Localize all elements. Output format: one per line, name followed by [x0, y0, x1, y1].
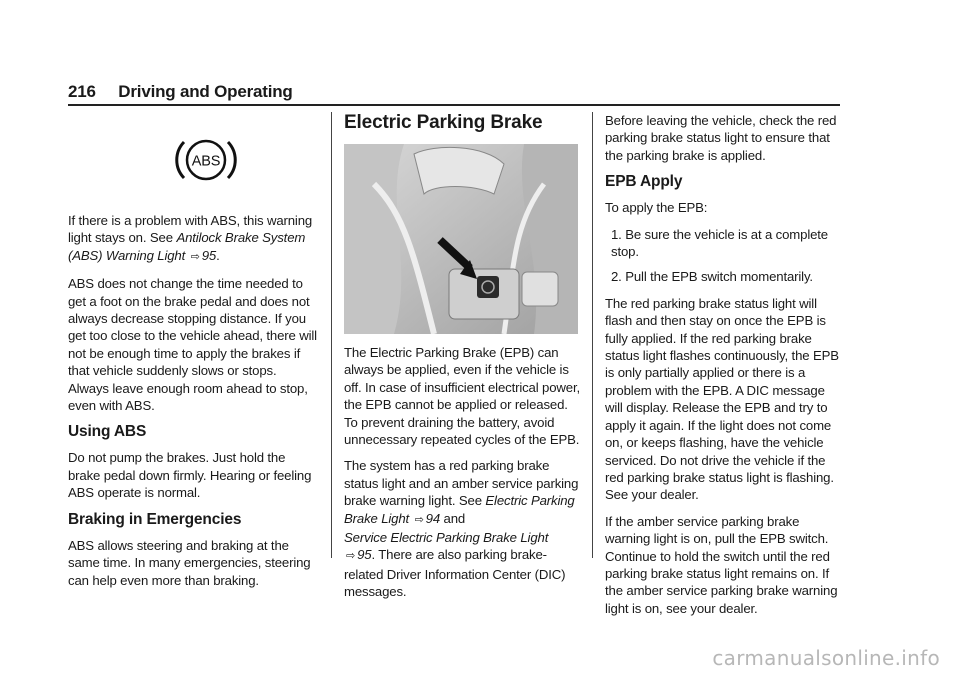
xref-page[interactable]: 94 — [425, 510, 441, 526]
epb-paragraph-5: If the amber service parking brake warning light is on, pull the EPB switch. Continue to hold the switch until the red parking brake status light remains on. If the amber service parking brake warning light is on, see your dealer. — [605, 513, 838, 616]
xref-epb-light[interactable]: Electric Parking Brake Light — [344, 493, 575, 526]
epb-apply-intro: To apply the EPB: — [605, 200, 708, 216]
column-divider — [592, 112, 593, 558]
heading-using-abs: Using ABS — [68, 423, 147, 441]
epb-paragraph-4: The red parking brake status light will flash and then stay on once the EPB is fully applied. If the red parking brake status light flashes continuously, the EPB is only partially applied or there is a problem with the EPB. A DIC message will display. Release the EPB and try to apply it again. If the light does not come on, or keeps flashing, have the vehicle serviced. Do not drive the vehicle if the red parking brake status light is flashing. See your dealer. — [605, 295, 839, 503]
column-divider — [331, 112, 332, 558]
abs-icon-label: ABS — [191, 153, 221, 170]
section-heading-epb: Electric Parking Brake — [344, 112, 543, 133]
header-rule — [68, 104, 840, 106]
xref-page[interactable]: 95 — [357, 547, 372, 563]
page-ref-arrow-icon: ⇨ — [414, 513, 424, 526]
list-item: 2. Pull the EPB switch momentarily. — [611, 269, 813, 285]
section-title: Driving and Operating — [118, 82, 293, 101]
page-ref-arrow-icon: ⇨ — [190, 250, 200, 263]
watermark: carmanualsonline.info — [712, 646, 940, 670]
epb-paragraph-2 — [344, 457, 580, 600]
epb-paragraph-3: Before leaving the vehicle, check the red parking brake status light to ensure that the parking brake is applied. — [605, 113, 837, 163]
page-header — [68, 82, 293, 102]
abs-paragraph-1 — [68, 212, 320, 266]
heading-braking-emergencies: Braking in Emergencies — [68, 510, 242, 528]
epb-paragraph-1: The Electric Parking Brake (EPB) can always be applied, even if the vehicle is off. In case of insufficient electrical power, the EPB cannot be applied or released. To prevent draining the battery, avoid unnecessary repeated cycles of the EPB. — [344, 345, 580, 448]
abs-paragraph-2: ABS does not change the time needed to get a foot on the brake pedal and does not always decrease stopping distance. If you get too close to the vehicle ahead, there will not be enough time to apply the brakes if that vehicle suddenly slows or stops. Always leave enough room ahead to stop, even with ABS. — [68, 276, 317, 414]
xref-service-epb-light[interactable]: Service Electric Parking Brake Light — [344, 530, 549, 546]
list-item: 1. Be sure the vehicle is at a complete stop. — [611, 226, 828, 260]
page-ref-arrow-icon: ⇨ — [346, 550, 356, 563]
text: The system has a red parking brake status light and an amber service parking brake warning light. See — [344, 458, 579, 509]
middle-column — [344, 112, 580, 610]
text: If there is a problem with ABS, this warning light stays on. See — [68, 213, 313, 246]
text: and — [440, 510, 466, 526]
abs-paragraph-3: Do not pump the brakes. Just hold the brake pedal down firmly. Hearing or feeling ABS operate is normal. — [68, 450, 312, 501]
left-column — [68, 112, 320, 598]
heading-epb-apply: EPB Apply — [605, 173, 683, 191]
epb-apply-steps — [605, 226, 841, 286]
epb-console-photo — [344, 144, 578, 334]
page-number: 216 — [68, 82, 96, 101]
xref-page[interactable]: 95 — [201, 247, 217, 263]
abs-warning-icon — [174, 134, 238, 186]
right-column — [605, 112, 841, 626]
xref-abs-warning-light[interactable]: Antilock Brake System (ABS) Warning Light — [68, 230, 306, 263]
text: . — [216, 247, 220, 263]
text: . There are also parking brake-related Driver Information Center (DIC) messages. — [344, 547, 566, 600]
abs-paragraph-4: ABS allows steering and braking at the same time. In many emergencies, steering can help even more than braking. — [68, 537, 311, 588]
